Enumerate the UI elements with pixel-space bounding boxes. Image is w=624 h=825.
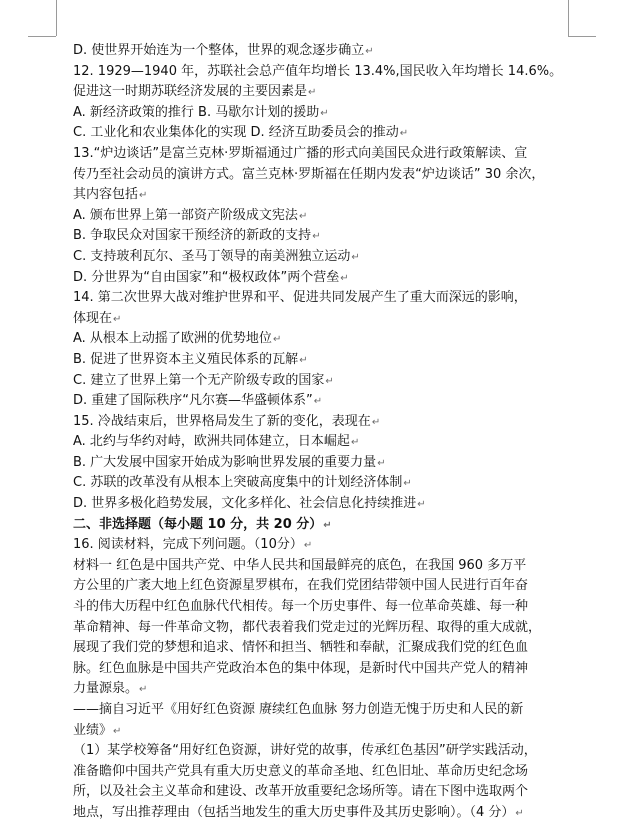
line-text: （1）某学校筹备“用好红色资源，讲好党的故事，传承红色基因”研学实践活动， xyxy=(73,743,537,759)
text-line xyxy=(73,288,563,309)
text-line xyxy=(73,741,563,762)
line-text: 促进这一时期苏联经济发展的主要因素是 xyxy=(73,84,308,100)
document-body xyxy=(73,41,563,824)
line-text: B. 促进了世界资本主义殖民体系的瓦解 xyxy=(73,351,299,367)
line-text: 力量源泉。 xyxy=(73,681,139,697)
text-line xyxy=(73,494,563,515)
line-text: 14. 第二次世界大战对维护世界和平、促进共同发展产生了重大而深远的影响， xyxy=(73,290,527,306)
paragraph-mark-icon: ↵ xyxy=(350,437,360,449)
text-line xyxy=(73,165,563,186)
text-line xyxy=(73,721,563,742)
text-line xyxy=(73,62,563,83)
line-text: D. 使世界开始连为一个整体，世界的观念逐步确立 xyxy=(73,43,365,58)
text-line xyxy=(73,185,563,206)
line-text: 传乃至社会动员的演讲方式。富兰克林·罗斯福在任期内发表“炉边谈话” 30 余次， xyxy=(73,166,545,182)
text-line xyxy=(73,597,563,618)
text-line xyxy=(73,268,563,289)
line-text: 展现了我们党的梦想和追求、情怀和担当、牺牲和奉献，汇聚成我们党的红色血 xyxy=(73,640,529,656)
text-line xyxy=(73,371,563,392)
line-text: 所，以及社会主义革命和建设、改革开放重要纪念场所等。请在下图中选取两个 xyxy=(73,784,529,800)
line-text: C. 工业化和农业集体化的实现 D. 经济互助委员会的推动 xyxy=(73,125,399,141)
line-text: 二、非选择题（每小题 10 分，共 20 分） xyxy=(73,516,323,532)
line-text: A. 北约与华约对峙，欧洲共同体建立，日本崛起 xyxy=(73,434,350,450)
line-text: 业绩》 xyxy=(73,722,113,738)
line-text: 体现在 xyxy=(73,310,113,326)
text-line xyxy=(73,659,563,680)
text-line xyxy=(73,247,563,268)
line-text: A. 从根本上动摇了欧洲的优势地位 xyxy=(73,331,272,347)
text-line xyxy=(73,618,563,639)
line-text: C. 苏联的改革没有从根本上突破高度集中的计划经济体制 xyxy=(73,475,403,491)
paragraph-mark-icon: ↵ xyxy=(139,190,148,202)
paragraph-mark-icon: ↵ xyxy=(417,499,426,511)
text-line xyxy=(73,206,563,227)
text-line xyxy=(73,103,563,124)
line-text: A. 颁布世界上第一部资产阶级成文宪法 xyxy=(73,207,298,223)
paragraph-mark-icon: ↵ xyxy=(272,334,282,346)
line-text: ——摘自习近平《用好红色资源 赓续红色血脉 努力创造无愧于历史和人民的新 xyxy=(73,702,524,717)
paragraph-mark-icon: ↵ xyxy=(312,231,321,243)
line-text: D. 重建了国际秩序“凡尔赛—华盛顿体系” xyxy=(73,393,313,409)
text-line xyxy=(73,762,563,783)
line-text: D. 世界多极化趋势发展，文化多样化、社会信息化持续推进 xyxy=(73,496,417,512)
paragraph-mark-icon: ↵ xyxy=(340,272,349,284)
paragraph-mark-icon: ↵ xyxy=(403,478,412,490)
line-text: 脉。红色血脉是中国共产党政治本色的集中体现，是新时代中国共产党人的精神 xyxy=(73,660,529,676)
line-text: 13.“炉边谈话”是富兰克林·罗斯福通过广播的形式向美国民众进行政策解读、宣 xyxy=(73,145,528,161)
text-line xyxy=(73,679,563,700)
text-line xyxy=(73,82,563,103)
text-line xyxy=(73,144,563,165)
text-line xyxy=(73,782,563,803)
line-text: 其内容包括 xyxy=(73,187,139,203)
paragraph-mark-icon: ↵ xyxy=(308,87,317,99)
line-text: B. 争取民众对国家干预经济的新政的支持 xyxy=(73,228,312,244)
text-line xyxy=(73,226,563,247)
text-line xyxy=(73,329,563,350)
crop-mark-top-left-horizontal xyxy=(28,36,56,37)
text-line xyxy=(73,412,563,433)
paragraph-mark-icon: ↵ xyxy=(113,313,122,325)
text-line xyxy=(73,576,563,597)
line-text: D. 分世界为“自由国家”和“极权政体”两个营垒 xyxy=(73,269,340,285)
text-line xyxy=(73,309,563,330)
paragraph-mark-icon: ↵ xyxy=(323,519,332,531)
paragraph-mark-icon: ↵ xyxy=(515,807,524,819)
line-text: C. 建立了世界上第一个无产阶级专政的国家 xyxy=(73,372,325,388)
crop-mark-top-right xyxy=(568,0,569,36)
paragraph-mark-icon: ↵ xyxy=(351,251,360,263)
text-line xyxy=(73,391,563,412)
line-text: 地点，写出推荐理由（包括当地发生的重大历史事件及其历史影响）。（4 分） xyxy=(73,804,515,820)
line-text: 16. 阅读材料，完成下列问题。（10分） xyxy=(73,537,303,553)
text-line xyxy=(73,638,563,659)
text-line xyxy=(73,700,563,721)
text-line xyxy=(73,473,563,494)
line-text: 12. 1929—1940 年，苏联社会总产值年均增长 13.4%,国民收入年均增长 14.6%。 xyxy=(73,63,563,79)
paragraph-mark-icon: ↵ xyxy=(365,46,374,57)
text-line xyxy=(73,515,563,536)
line-text: 革命精神、每一件革命文物，都代表着我们党走过的光辉历程、取得的重大成就， xyxy=(73,619,542,635)
line-text: 方公里的广袤大地上红色资源星罗棋布，在我们党团结带领中国人民进行百年奋 xyxy=(73,578,529,594)
crop-mark-top-right-horizontal xyxy=(568,36,596,37)
line-text: 15. 冷战结束后，世界格局发生了新的变化，表现在 xyxy=(73,413,371,429)
text-line xyxy=(73,41,563,62)
paragraph-mark-icon: ↵ xyxy=(298,210,308,222)
paragraph-mark-icon: ↵ xyxy=(313,396,323,408)
text-line xyxy=(73,123,563,144)
line-text: 准备瞻仰中国共产党具有重大历史意义的革命圣地、红色旧址、革命历史纪念场 xyxy=(73,763,529,779)
paragraph-mark-icon: ↵ xyxy=(320,107,329,119)
line-text: 斗的伟大历程中红色血脉代代相传。每一个历史事件、每一位革命英雄、每一种 xyxy=(73,599,529,615)
paragraph-mark-icon: ↵ xyxy=(303,540,313,552)
line-text: B. 广大发展中国家开始成为影响世界发展的重要力量 xyxy=(73,454,377,470)
text-line xyxy=(73,535,563,556)
text-line xyxy=(73,803,563,824)
paragraph-mark-icon: ↵ xyxy=(113,725,122,737)
line-text: A. 新经济政策的推行 B. 马歇尔计划的援助 xyxy=(73,104,320,120)
paragraph-mark-icon: ↵ xyxy=(399,128,409,140)
crop-mark-top-left xyxy=(56,0,57,36)
paragraph-mark-icon: ↵ xyxy=(299,354,308,366)
line-text: 材料一 红色是中国共产党、中华人民共和国最鲜亮的底色，在我国 960 多万平 xyxy=(73,557,527,573)
paragraph-mark-icon: ↵ xyxy=(371,416,381,428)
paragraph-mark-icon: ↵ xyxy=(377,457,386,469)
text-line xyxy=(73,453,563,474)
text-line xyxy=(73,432,563,453)
text-line xyxy=(73,556,563,577)
paragraph-mark-icon: ↵ xyxy=(139,684,148,696)
text-line xyxy=(73,350,563,371)
paragraph-mark-icon: ↵ xyxy=(325,375,334,387)
line-text: C. 支持玻利瓦尔、圣马丁领导的南美洲独立运动 xyxy=(73,248,351,264)
